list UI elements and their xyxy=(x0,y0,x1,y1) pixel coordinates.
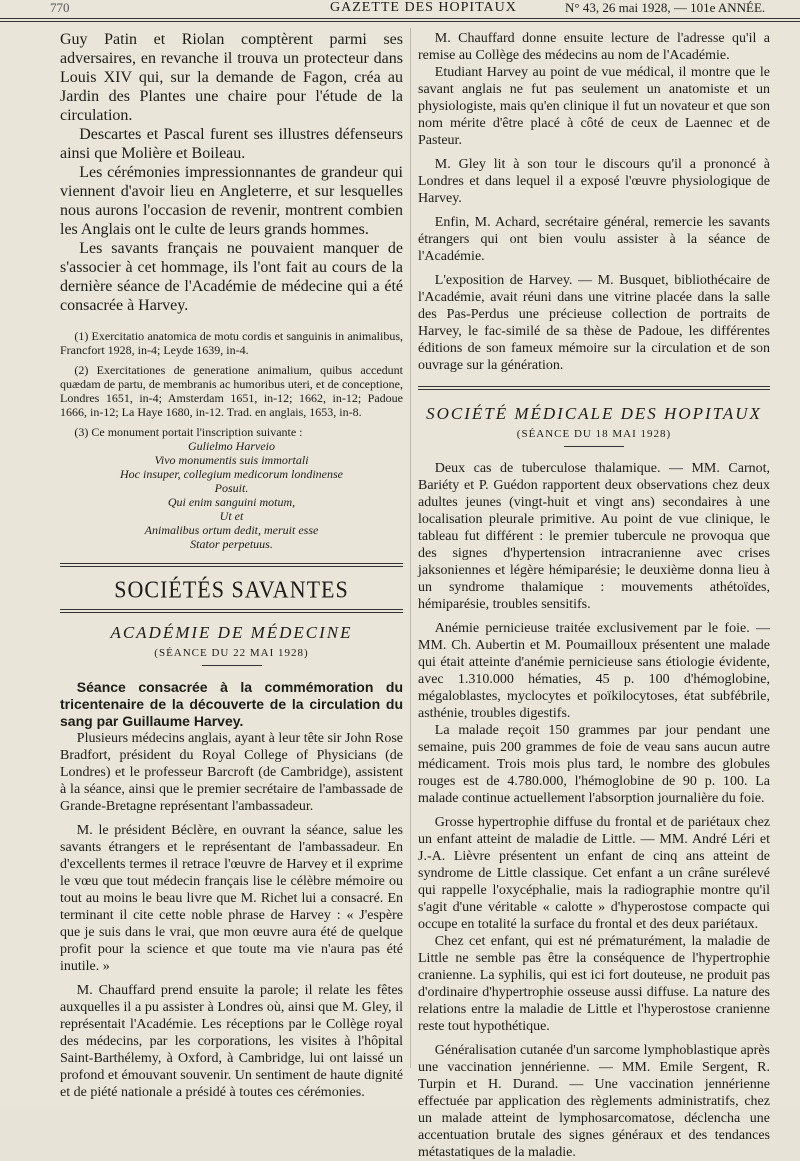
left-column xyxy=(60,30,403,1101)
paragraph: L'exposition de Harvey. — M. Busquet, bibliothécaire de l'Académie, avait réuni dans une vitrine placée dans la salle des Pas-Perdus une précieuse collection de portraits de Harvey, le fac-similé de sa thèse de Padoue, les différentes éditions de son fameux mémoire sur la circulation et de son ouvrage sur la génération. xyxy=(418,273,770,373)
article-sarcome: Généralisation cutanée d'un sarcome lymphoblastique après une vaccination jennérienne. — MM. Emile Sergent, R. Turpin et H. Durand. — Une vaccination jennérienne effectuée par application des règlements administratifs, chez un malade atteint de lymphosarcomatose, déclencha une accentuation brutale des signes généraux et des tendances métastatiques de la maladie. xyxy=(418,1043,770,1160)
paragraph: La malade reçoit 150 grammes par jour pendant une semaine, puis 200 grammes de foie de veau sans aucun autre médicament. Trois mois plus tard, le nombre des globules rouges est de 4.780.000, l'hémoglobine de 90 p. 100. La malade continue actuellement l'absorption journalière du foie. xyxy=(418,723,770,806)
session-date: (SÉANCE DU 18 MAI 1928) xyxy=(516,428,672,440)
inscription-line: Posuit. xyxy=(214,481,249,495)
right-column xyxy=(418,30,770,1161)
footnote-2: (2) Exercitationes de generatione animalium, quibus accedunt quædam de partu, de membranis ac humoribus uteri, et de conceptione, Londres 1651, in-4; Amsterdam 1651, in-12; 1662, in-12; Padoue 1666, in-12; La Haye 1680, in-12. Trad. en anglais, 1653, in-8. xyxy=(60,363,403,419)
paragraph: Etudiant Harvey au point de vue médical, il montre que le savant anglais ne fut pas seulement un anatomiste et un physiologiste, mais qu'en clinique il fut un novateur et que son nom mérite d'être placé à côté de ceux de Laennec et de Pasteur. xyxy=(418,65,770,148)
short-rule xyxy=(564,446,624,447)
page-header xyxy=(0,0,800,20)
footnote-3: (3) Ce monument portait l'inscription suivante : xyxy=(74,425,303,439)
inscription-line: Vivo monumentis suis immortali xyxy=(154,453,309,467)
article-tuberculose: Deux cas de tuberculose thalamique. — MM. Carnot, Bariéty et P. Guédon rapportent deux observations chez deux adultes jeunes (vingt-huit et vingt ans) secondaires à une localisation pleurale primitive. Au point de vue clinique, le tableau fut différent : le premier tubercule ne provoqua que des signes d'hypertension intracranienne avec crises jaksoniennes et légère hémiparésie; le deuxième donna lieu à un syndrome thalamique : mouvements athétoïdes, hémiparésie, troubles sensitifs. xyxy=(418,461,770,612)
article-anemie: Anémie pernicieuse traitée exclusivement par le foie. — MM. Ch. Aubertin et M. Poumailloux présentent une malade qui était atteinte d'anémie pernicieuse sans étiologie évidente, avec 1.310.000 hématies, 45 p. 100 d'hémoglobine, mégaloblastes, myclocytes et poïkilocytoses, état subfébrile, asthénie, troubles digestifs. xyxy=(418,621,770,721)
paragraph: Enfin, M. Achard, secrétaire général, remercie les savants étrangers qui ont bien voulu assister à la séance de l'Académie. xyxy=(418,215,770,264)
issue-info: N° 43, 26 mai 1928, — 101e ANNÉE. xyxy=(565,0,766,15)
article-hypertrophie: Grosse hypertrophie diffuse du frontal et de pariétaux chez un enfant atteint de maladie de Little. — MM. André Léri et J.-A. Lièvre présentent un enfant de cinq ans atteint de syndrome de Little classique. Cet enfant a un crâne surélevé qui rappelle l'oxycéphalie, mais la radiographie montre qu'il s'agit d'une véritable « calotte » d'hyperostose compacte qui occupe en totalité la surface du frontal et des deux pariétaux. xyxy=(418,815,770,932)
inscription-line: Hoc insuper, collegium medicorum londinense xyxy=(120,467,343,481)
paragraph: Les cérémonies impressionnantes de grandeur qui viennent d'avoir lieu en Angleterre, et sur lesquelles nous aurons l'occasion de revenir, montrent combien les Anglais ont le culte de leurs grands hommes. xyxy=(60,164,403,238)
section-rule xyxy=(60,563,403,567)
column-separator xyxy=(410,28,411,1068)
paragraph: M. Chauffard prend ensuite la parole; il relate les fêtes auxquelles il a pu assister à Londres où, ainsi que M. Gley, il représentait l'Académie. Les réceptions par le Collège royal des médecins, par les corporations, les visites à l'hôpital Saint-Barthélemy, à Oxford, à Cambridge, lui ont laissé un profond et émouvant souvenir. Un sentiment de haute dignité et de piété nationale a présidé à toutes ces cérémonies. xyxy=(60,983,403,1100)
session-date: (SÉANCE DU 22 MAI 1928) xyxy=(154,647,309,659)
paragraph: M. Gley lit à son tour le discours qu'il a prononcé à Londres et dans lequel il a exposé l'œuvre physiologique de Harvey. xyxy=(418,157,770,206)
paragraph: M. le président Béclère, en ouvrant la séance, salue les savants étrangers et le représentant de l'ambassadeur. En d'excellents termes il retrace l'œuvre de Harvey et il exprime le vœu que tout médecin français lise le célèbre mémoire ou tout au moins le beau livre que M. Richet lui a consacré. En terminant il cite cette noble phrase de Harvey : « J'espère que je suis dans le vrai, que mon œuvre aura été de quelque profit pour la science et que toute ma vie n'aura pas été inutile. » xyxy=(60,823,403,974)
header-rule-2 xyxy=(0,21,800,22)
paragraph: Guy Patin et Riolan comptèrent parmi ses adversaires, en revanche il trouva un protecteur dans Louis XIV qui, sur la demande de Fagon, créa au Jardin des Plantes une chaire pour l'étude de la circulation. xyxy=(60,31,403,124)
inscription xyxy=(60,439,403,551)
header-rule xyxy=(0,18,800,19)
paragraph: Les savants français ne pouvaient manquer de s'associer à cet hommage, ils l'ont fait au cours de la dernière séance de l'Académie de médecine qui a été consacrée à Harvey. xyxy=(60,240,403,314)
page-number: 770 xyxy=(50,0,70,15)
inscription-line: Animalibus ortum dedit, meruit esse xyxy=(144,523,319,537)
section-title: SOCIÉTÉS SAVANTES xyxy=(114,575,349,604)
subsection-title: ACADÉMIE DE MÉDECINE xyxy=(110,623,353,642)
inscription-line: Gulielmo Harveio xyxy=(188,439,275,453)
footnote-1: (1) Exercitatio anatomica de motu cordis et sanguinis in animalibus, Francfort 1928, in-4; Leyde 1639, in-4. xyxy=(60,329,403,357)
journal-title: GAZETTE DES HOPITAUX xyxy=(330,0,517,15)
paragraph: Descartes et Pascal furent ses illustres défenseurs ainsi que Molière et Boileau. xyxy=(60,126,403,162)
inscription-line: Qui enim sanguini motum, xyxy=(167,495,296,509)
inscription-line: Ut et xyxy=(219,509,244,523)
session-heading: Séance consacrée à la commémoration du tricentenaire de la découverte de la circulation du sang par Guillaume Harvey. xyxy=(60,679,403,729)
subsection-title: SOCIÉTÉ MÉDICALE DES HOPITAUX xyxy=(426,404,762,423)
paragraph: Plusieurs médecins anglais, ayant à leur tête sir John Rose Bradfort, président du Royal College of Physicians (de Londres) et le professeur Barcroft (de Cambridge), assistent à la séance, ainsi que le premier secrétaire de l'ambassade de Grande-Bretagne représentant l'ambassadeur. xyxy=(60,731,403,814)
short-rule xyxy=(202,665,262,666)
paragraph: Chez cet enfant, qui est né prématurément, la maladie de Little ne semble pas être la conséquence de l'hypertrophie cranienne. La syphilis, qui est ici fort douteuse, ne produit pas d'ordinaire d'hypertrophie osseuse aussi diffuse. La nature des relations entre la maladie de Little et l'hyperostose cranienne reste tout hypothétique. xyxy=(418,934,770,1034)
inscription-line: Stator perpetuus. xyxy=(190,537,273,551)
paragraph: M. Chauffard donne ensuite lecture de l'adresse qu'il a remise au Collège des médecins au nom de l'Académie. xyxy=(418,31,770,63)
